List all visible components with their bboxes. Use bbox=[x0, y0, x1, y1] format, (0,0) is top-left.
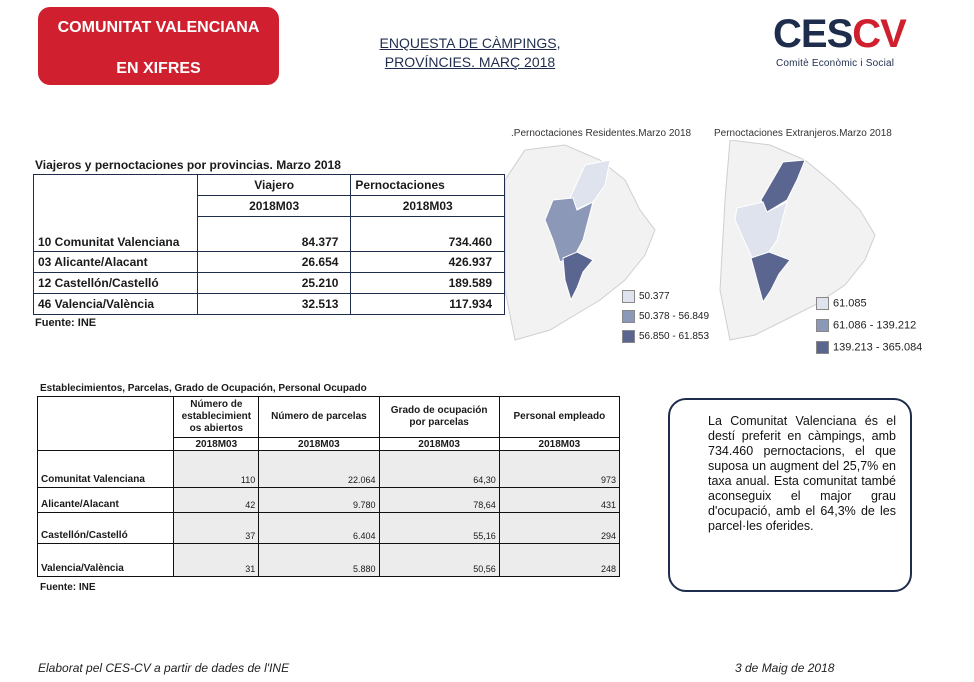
cell-value: 5.880 bbox=[259, 544, 379, 577]
table-row bbox=[38, 513, 620, 544]
cell-value: 22.064 bbox=[259, 451, 379, 488]
cell-value: 294 bbox=[499, 513, 619, 544]
row-label: Alicante/Alacant bbox=[38, 488, 174, 513]
col-header-establecimientos bbox=[174, 397, 259, 438]
logo-subtitle: Comitè Econòmic i Social bbox=[776, 58, 895, 69]
table1-title: Viajeros y pernoctaciones por provincias. Marzo 2018 bbox=[35, 158, 341, 172]
header-line: establecimient bbox=[181, 411, 252, 422]
cell-value: 248 bbox=[499, 544, 619, 577]
row-label: 03 Alicante/Alacant bbox=[34, 251, 198, 272]
legend-swatch bbox=[816, 341, 829, 354]
legend-swatch bbox=[622, 290, 635, 303]
row-pernoctaciones: 426.937 bbox=[351, 251, 505, 272]
title-badge bbox=[38, 7, 279, 85]
cell-value: 31 bbox=[174, 544, 259, 577]
period: 2018M03 bbox=[379, 438, 499, 451]
badge-line-2: EN XIFRES bbox=[116, 60, 201, 77]
legend-swatch bbox=[816, 319, 829, 332]
legend-label: 50.378 - 56.849 bbox=[639, 311, 710, 323]
row-label: 10 Comunitat Valenciana bbox=[34, 217, 198, 252]
col-header-pernoctaciones: Pernoctaciones bbox=[351, 175, 505, 196]
row-viajeros: 32.513 bbox=[197, 293, 351, 314]
row-label: 12 Castellón/Castelló bbox=[34, 272, 198, 293]
col-header-ocupacion: Grado de ocupación por parcelas bbox=[379, 397, 499, 438]
legend-label: 50.377 bbox=[639, 291, 670, 303]
legend-swatch bbox=[622, 330, 635, 343]
legend-label: 139.213 - 365.084 bbox=[833, 341, 923, 354]
summary-text: La Comunitat Valenciana és el destí preferit en càmpings, amb 734.460 pernoctacions, el que suposa un augment del 25,7% en taxa anual. Esta comunitat també aconseguix el major grau d'ocupació, amb el 64,3% de les parcel·les oferides. bbox=[708, 414, 896, 533]
document-title-line-1: ENQUESTA DE CÀMPINGS, bbox=[379, 35, 561, 51]
viajeros-table bbox=[33, 174, 505, 315]
cell-value: 6.404 bbox=[259, 513, 379, 544]
col-header-personal: Personal empleado bbox=[499, 397, 619, 438]
col-header-viajero: Viajero bbox=[197, 175, 351, 196]
period: 2018M03 bbox=[259, 438, 379, 451]
period-pernoctaciones: 2018M03 bbox=[351, 196, 505, 217]
period: 2018M03 bbox=[499, 438, 619, 451]
cell-value: 9.780 bbox=[259, 488, 379, 513]
row-label: Valencia/València bbox=[38, 544, 174, 577]
table2-title: Establecimientos, Parcelas, Grado de Ocupación, Personal Ocupado bbox=[40, 383, 367, 394]
logo-ces: CES bbox=[773, 12, 853, 56]
legend-item bbox=[816, 297, 867, 310]
row-viajeros: 84.377 bbox=[197, 217, 351, 252]
cell-value: 973 bbox=[499, 451, 619, 488]
row-pernoctaciones: 117.934 bbox=[351, 293, 505, 314]
row-label: Comunitat Valenciana bbox=[38, 451, 174, 488]
cell-value: 110 bbox=[174, 451, 259, 488]
cell-value: 78,64 bbox=[379, 488, 499, 513]
row-label: Castellón/Castelló bbox=[38, 513, 174, 544]
legend-item bbox=[622, 330, 709, 343]
document-title-line-2: PROVÍNCIES. MARÇ 2018 bbox=[384, 54, 556, 70]
cell-value: 55,16 bbox=[379, 513, 499, 544]
footer-date: 3 de Maig de 2018 bbox=[735, 661, 835, 675]
row-viajeros: 25.210 bbox=[197, 272, 351, 293]
cell-value: 42 bbox=[174, 488, 259, 513]
table-row bbox=[34, 251, 505, 272]
legend-item bbox=[816, 341, 922, 354]
map-residentes-title: .Pernoctaciones Residentes.Marzo 2018 bbox=[511, 128, 692, 139]
summary-note bbox=[668, 398, 912, 592]
header-line: os abiertos bbox=[189, 423, 244, 434]
table-row bbox=[38, 488, 620, 513]
table-row bbox=[38, 544, 620, 577]
period-viajero: 2018M03 bbox=[197, 196, 351, 217]
legend-item bbox=[622, 290, 670, 303]
legend-label: 61.086 - 139.212 bbox=[833, 319, 917, 332]
table1-source: Fuente: INE bbox=[35, 317, 97, 329]
period: 2018M03 bbox=[174, 438, 259, 451]
row-label: 46 Valencia/València bbox=[34, 293, 198, 314]
footer-credit: Elaborat pel CES-CV a partir de dades de l'INE bbox=[38, 661, 290, 675]
table-row bbox=[34, 293, 505, 314]
table-row bbox=[38, 451, 620, 488]
header-line: Número de bbox=[190, 399, 243, 410]
logo-cv: CV bbox=[852, 12, 906, 56]
table-row bbox=[34, 217, 505, 252]
map-extranjeros-title: Pernoctaciones Extranjeros.Marzo 2018 bbox=[714, 128, 892, 139]
row-pernoctaciones: 734.460 bbox=[351, 217, 505, 252]
legend-label: 61.085 bbox=[833, 297, 867, 310]
choropleth-maps bbox=[505, 140, 965, 370]
row-pernoctaciones: 189.589 bbox=[351, 272, 505, 293]
establecimientos-table bbox=[37, 396, 620, 577]
legend-label: 56.850 - 61.853 bbox=[639, 331, 710, 343]
cell-value: 37 bbox=[174, 513, 259, 544]
badge-line-1: COMUNITAT VALENCIANA bbox=[57, 19, 260, 36]
legend-item bbox=[622, 310, 709, 323]
cell-value: 64,30 bbox=[379, 451, 499, 488]
legend-item bbox=[816, 319, 916, 332]
cell-value: 431 bbox=[499, 488, 619, 513]
document-title bbox=[360, 34, 580, 72]
legend-swatch bbox=[816, 297, 829, 310]
table2-source: Fuente: INE bbox=[40, 582, 96, 593]
table-row bbox=[34, 272, 505, 293]
legend-swatch bbox=[622, 310, 635, 323]
col-header-parcelas: Número de parcelas bbox=[259, 397, 379, 438]
cescv-logo bbox=[773, 12, 906, 56]
cell-value: 50,56 bbox=[379, 544, 499, 577]
row-viajeros: 26.654 bbox=[197, 251, 351, 272]
